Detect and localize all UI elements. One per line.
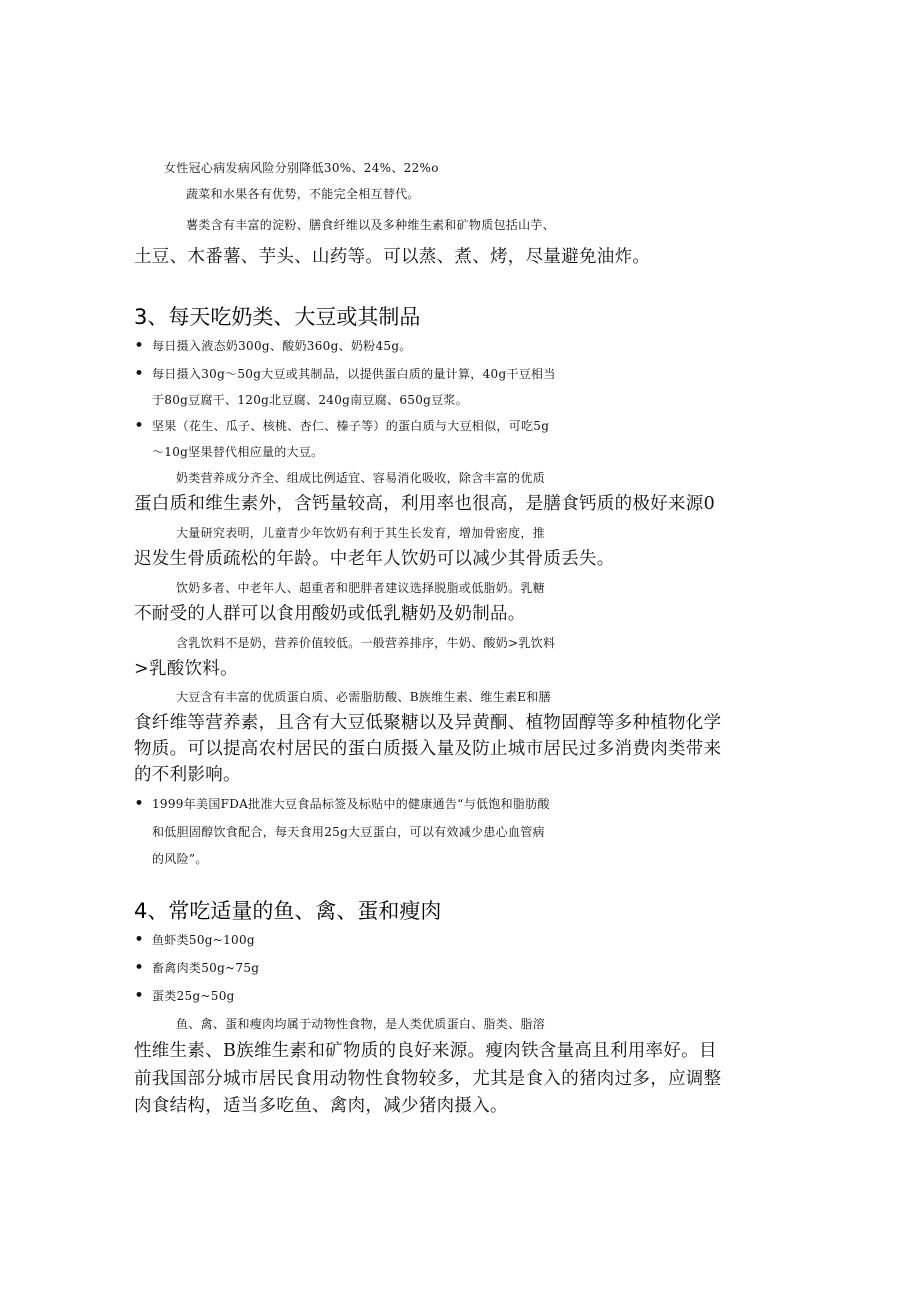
- section-4-para-1-line-1: 鱼、禽、蛋和瘦肉均属于动物性食物，是人类优质蛋白、脂类、脂溶: [176, 1017, 546, 1031]
- bullet-marker: •: [134, 416, 145, 436]
- section-3-para-5-line-1: 大豆含有丰富的优质蛋白质、必需脂肪酸、B族维生素、维生素E和膳: [176, 690, 551, 704]
- section-3-bullet-3-line-2: ～10g坚果替代相应量的大豆。: [152, 445, 324, 459]
- section-3-para-2-line-2: 迟发生骨质疏松的年龄。中老年人饮奶可以减少其骨质丢失。: [134, 549, 615, 569]
- section-3-para-1-line-2: 蛋白质和维生素外，含钙量较高，利用率也很高，是膳食钙质的极好来源0: [134, 494, 716, 514]
- section-3-bullet-3-line-1: 坚果（花生、瓜子、核桃、杏仁、榛子等）的蛋白质与大豆相似，可吃5g: [152, 419, 550, 433]
- section-4-bullet-1: 鱼虾类50g~100g: [152, 933, 255, 947]
- intro-line-2: 蔬菜和水果各有优势，不能完全相互替代。: [186, 187, 420, 201]
- section-3-para-3-line-1: 饮奶多者、中老年人、超重者和肥胖者建议选择脱脂或低脂奶。乳糖: [176, 581, 546, 595]
- bullet-marker: •: [134, 958, 145, 978]
- section-3-bullet-1: 每日摄入液态奶300g、酸奶360g、奶粉45g。: [152, 339, 412, 353]
- section-3-bullet-4-line-3: 的风险”。: [152, 852, 208, 866]
- bullet-marker: •: [134, 336, 145, 356]
- bullet-marker: •: [134, 930, 145, 950]
- section-3-para-3-line-2: 不耐受的人群可以食用酸奶或低乳糖奶及奶制品。: [134, 604, 526, 624]
- section-3-heading: 3、每天吃奶类、大豆或其制品: [134, 305, 421, 329]
- section-3-bullet-2-line-1: 每日摄入30g～50g大豆或其制品，以提供蛋白质的量计算，40g干豆相当: [152, 367, 556, 381]
- bullet-marker: •: [134, 794, 145, 814]
- section-3-para-5-line-3: 物质。可以提高农村居民的蛋白质摄入量及防止城市居民过多消费肉类带来: [134, 739, 722, 759]
- intro-line-1: 女性冠心病发病风险分别降低30%、24%、22%o: [164, 161, 439, 175]
- intro-line-4: 土豆、木番薯、芋头、山药等。可以蒸、煮、烤，尽量避免油炸。: [134, 247, 651, 267]
- section-4-para-1-line-2: 性维生素、B族维生素和矿物质的良好来源。瘦肉铁含量高且利用率好。目: [134, 1041, 717, 1061]
- section-3-bullet-4-line-1: 1999年美国FDA批准大豆食品标签及标贴中的健康通告“与低饱和脂肪酸: [152, 797, 550, 811]
- section-4-para-1-line-4: 肉食结构，适当多吃鱼、禽肉，减少猪肉摄入。: [134, 1096, 508, 1116]
- bullet-marker: •: [134, 986, 145, 1006]
- section-3-para-4-line-2: >乳酸饮料。: [134, 659, 238, 679]
- section-3-para-5-line-2: 食纤维等营养素，且含有大豆低聚糖以及异黄酮、植物固醇等多种植物化学: [134, 713, 722, 733]
- section-3-para-5-line-4: 的不利影响。: [134, 765, 241, 785]
- section-3-bullet-2-line-2: 于80g豆腐干、120g北豆腐、240g南豆腐、650g豆浆。: [152, 393, 469, 407]
- section-4-bullet-2: 畜禽肉类50g~75g: [152, 961, 260, 975]
- section-3-para-2-line-1: 大量研究表明，儿童青少年饮奶有利于其生长发育，增加骨密度，推: [176, 526, 546, 540]
- section-3-para-4-line-1: 含乳饮料不是奶，营养价值较低。一般营养排序，牛奶、酸奶>乳饮料: [176, 636, 556, 650]
- section-4-para-1-line-3: 前我国部分城市居民食用动物性食物较多，尤其是食入的猪肉过多，应调整: [134, 1069, 722, 1089]
- section-4-heading: 4、常吃适量的鱼、禽、蛋和瘦肉: [134, 899, 442, 923]
- section-3-bullet-4-line-2: 和低胆固醇饮食配合，每天食用25g大豆蛋白，可以有效减少患心血管病: [152, 825, 545, 839]
- intro-line-3: 薯类含有丰富的淀粉、膳食纤维以及多种维生素和矿物质包括山芋、: [186, 218, 556, 232]
- section-3-para-1-line-1: 奶类营养成分齐全、组成比例适宜、容易消化吸收，除含丰富的优质: [176, 471, 546, 485]
- section-4-bullet-3: 蛋类25g~50g: [152, 989, 235, 1003]
- bullet-marker: •: [134, 364, 145, 384]
